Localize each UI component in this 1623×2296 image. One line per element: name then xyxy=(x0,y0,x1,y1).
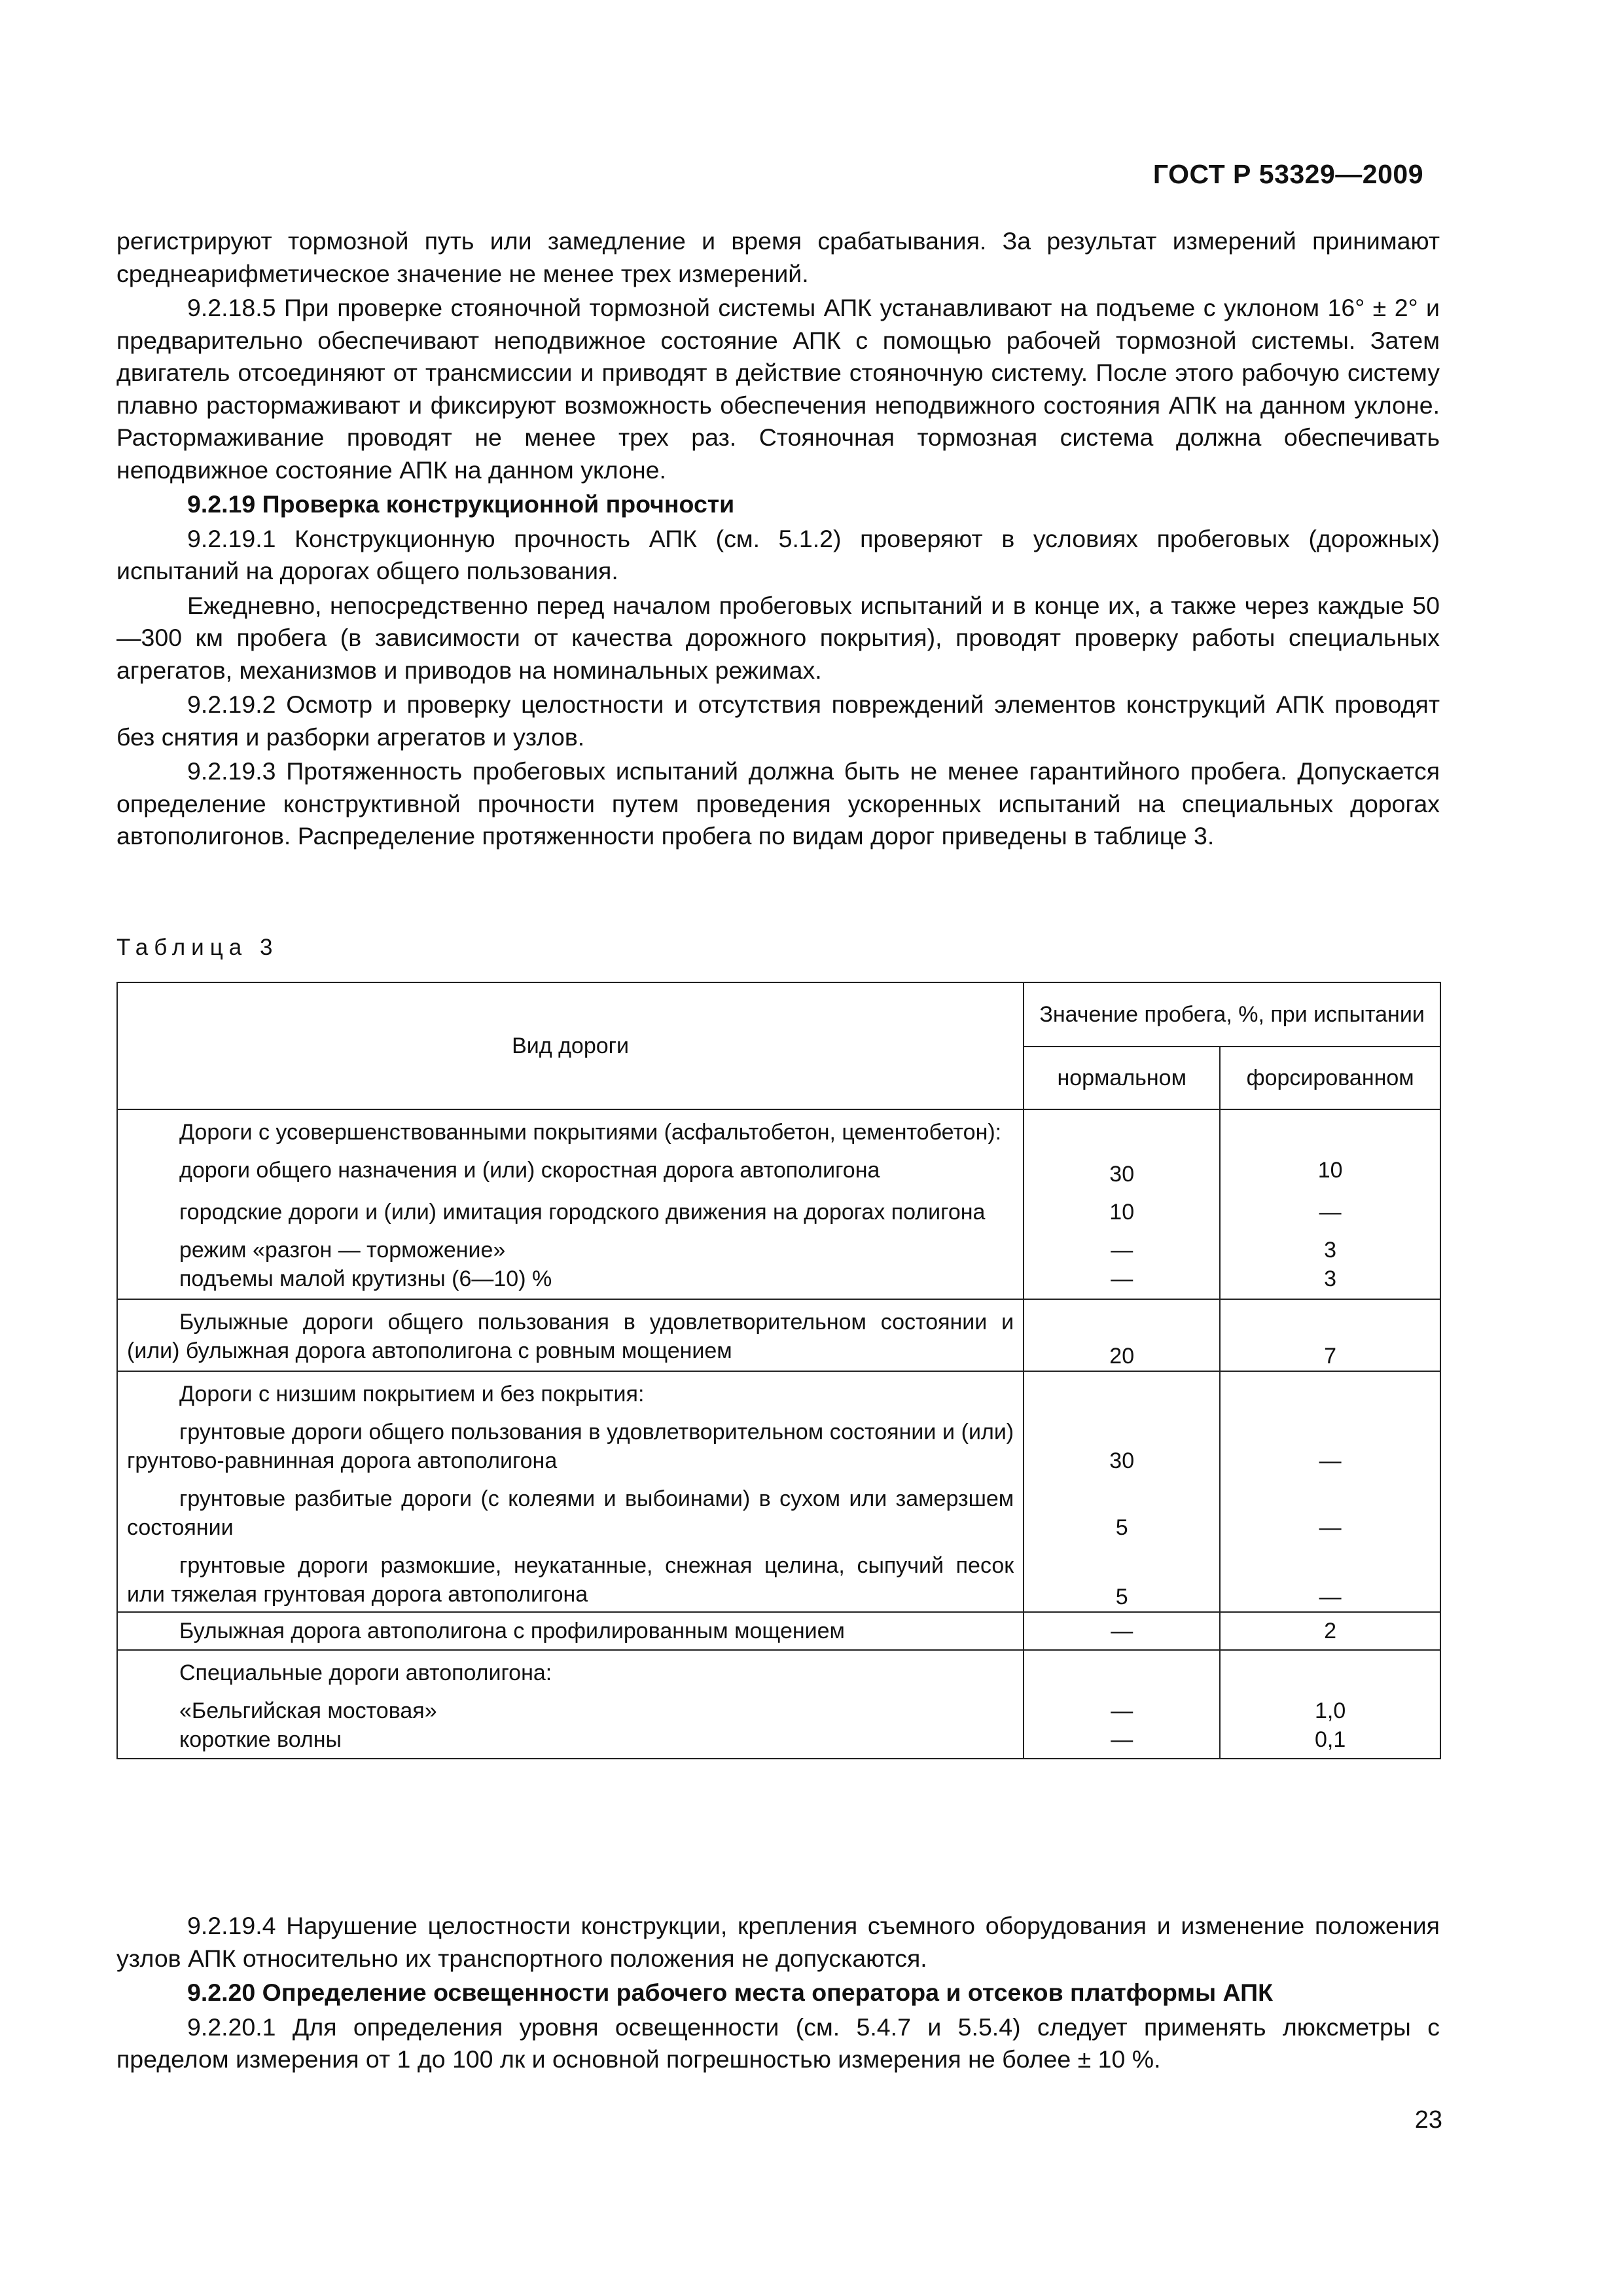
road-name: «Бельгийская мостовая» xyxy=(179,1698,437,1723)
paragraph: 9.2.19.2 Осмотр и проверку целостности и отсутствия повреждений элементов конструкций АПК проводят без снятия и разборки агрегатов и узлов. xyxy=(116,691,1440,751)
table-row xyxy=(117,1147,1440,1189)
header-mileage-group: Значение пробега, %, при испытании xyxy=(1024,982,1440,1047)
value-forced: — xyxy=(1220,1408,1440,1475)
body-text-top xyxy=(116,225,1440,855)
table-row xyxy=(117,1227,1440,1265)
paragraph: регистрируют тормозной путь или замедление и время срабатывания. За результат измерений принимают среднеарифметическое значение не менее трех измерений. xyxy=(116,227,1440,287)
table-row xyxy=(117,1475,1440,1542)
table-row xyxy=(117,1299,1440,1371)
value-forced: 3 xyxy=(1220,1227,1440,1265)
value-normal: 30 xyxy=(1024,1408,1220,1475)
value-normal: — xyxy=(1024,1227,1220,1265)
road-name: грунтовые дороги размокшие, неукатанные, снежная целина, сыпучий песок или тяжелая грунтовая дорога автополигона xyxy=(127,1553,1014,1607)
table-row xyxy=(117,1650,1440,1687)
value-normal: 10 xyxy=(1024,1189,1220,1227)
section-heading: 9.2.19 Проверка конструкционной прочности xyxy=(187,490,735,518)
table-row xyxy=(117,1265,1440,1299)
document-header: ГОСТ Р 53329—2009 xyxy=(1152,159,1423,189)
header-forced: форсированном xyxy=(1220,1047,1440,1109)
group-title: Дороги с усовершенствованными покрытиями (асфальтобетон, цементобетон): xyxy=(179,1120,1002,1145)
paragraph: 9.2.20.1 Для определения уровня освещенности (см. 5.4.7 и 5.5.4) следует применять люксметры с пределом измерения от 1 до 100 лк и основной погрешностью измерения не более ± 10 %. xyxy=(116,2013,1440,2073)
page-number: 23 xyxy=(1414,2106,1442,2134)
paragraph: Ежедневно, непосредственно перед началом пробеговых испытаний и в конце их, а также через каждые 50—300 км пробега (в зависимости от качества дорожного покрытия), проводят проверку работы специальных агрегатов, механизмов и приводов на номинальных режимах. xyxy=(116,591,1440,684)
road-name: подъемы малой крутизны (6—10) % xyxy=(179,1266,552,1291)
table-caption: Таблица 3 xyxy=(116,935,279,960)
value-forced: — xyxy=(1220,1189,1440,1227)
value-forced: 7 xyxy=(1220,1299,1440,1371)
road-name: грунтовые разбитые дороги (с колеями и выбоинами) в сухом или замерзшем состоянии xyxy=(127,1486,1014,1540)
road-name: Булыжная дорога автополигона с профилированным мощением xyxy=(179,1619,845,1643)
group-title: Дороги с низшим покрытием и без покрытия: xyxy=(179,1382,645,1407)
table-row xyxy=(117,1109,1440,1147)
table-row xyxy=(117,1542,1440,1612)
road-name: короткие волны xyxy=(179,1727,342,1752)
value-normal: 5 xyxy=(1024,1475,1220,1542)
value-forced: — xyxy=(1220,1542,1440,1612)
road-name: городские дороги и (или) имитация городского движения на дорогах полигона xyxy=(179,1200,986,1225)
group-title: Специальные дороги автополигона: xyxy=(179,1660,552,1685)
road-mileage-table xyxy=(116,982,1441,1759)
value-normal: — xyxy=(1024,1687,1220,1725)
road-name: режим «разгон — торможение» xyxy=(179,1238,506,1263)
table-row xyxy=(117,1371,1440,1408)
paragraph: 9.2.19.1 Конструкционную прочность АПК (см. 5.1.2) проверяют в условиях пробеговых (дорожных) испытаний на дорогах общего пользования. xyxy=(116,524,1440,584)
table-row xyxy=(117,1408,1440,1475)
value-forced: 0,1 xyxy=(1220,1725,1440,1759)
section-heading: 9.2.20 Определение освещенности рабочего места оператора и отсеков платформы АПК xyxy=(187,1979,1273,2006)
value-normal: 30 xyxy=(1024,1147,1220,1189)
value-forced: — xyxy=(1220,1475,1440,1542)
paragraph: 9.2.18.5 При проверке стояночной тормозной системы АПК устанавливают на подъеме с уклоном 16° ± 2° и предварительно обеспечивают неподвижное состояние АПК с помощью рабочей тормозной системы. Затем двигатель отсоединяют от трансмиссии и приводят в действие стояночную систему. После этого рабочую систему плавно растормаживают и фиксируют возможность обеспечения неподвижного состояния АПК на данном уклоне. Растормаживание проводят не менее трех раз. Стояночная тормозная система должна обеспечивать неподвижное состояние АПК на данном уклоне. xyxy=(116,294,1440,484)
value-normal: — xyxy=(1024,1612,1220,1650)
value-normal: 20 xyxy=(1024,1299,1220,1371)
value-forced: 2 xyxy=(1220,1612,1440,1650)
value-normal: — xyxy=(1024,1725,1220,1759)
table-row xyxy=(117,1612,1440,1650)
body-text-bottom xyxy=(116,1910,1440,2078)
road-name: грунтовые дороги общего пользования в удовлетворительном состоянии и (или) грунтово-равнинная дорога автополигона xyxy=(127,1420,1014,1473)
value-forced: 1,0 xyxy=(1220,1687,1440,1725)
table-row xyxy=(117,1189,1440,1227)
value-normal: — xyxy=(1024,1265,1220,1299)
paragraph: 9.2.19.3 Протяженность пробеговых испытаний должна быть не менее гарантийного пробега. Допускается определение конструктивной прочности путем проведения ускоренных испытаний на специальных дорогах автополигонов. Распределение протяженности пробега по видам дорог приведены в таблице 3. xyxy=(116,757,1440,850)
road-name: дороги общего назначения и (или) скоростная дорога автополигона xyxy=(179,1158,880,1183)
header-normal: нормальном xyxy=(1024,1047,1220,1109)
table-row xyxy=(117,1687,1440,1725)
table-row xyxy=(117,1725,1440,1759)
header-road-type: Вид дороги xyxy=(117,982,1024,1109)
value-normal: 5 xyxy=(1024,1542,1220,1612)
value-forced: 3 xyxy=(1220,1265,1440,1299)
road-name: Булыжные дороги общего пользования в удовлетворительном состоянии и (или) булыжная дорога автополигона с ровным мощением xyxy=(127,1310,1014,1363)
paragraph: 9.2.19.4 Нарушение целостности конструкции, крепления съемного оборудования и изменение положения узлов АПК относительно их транспортного положения не допускаются. xyxy=(116,1912,1440,1972)
value-forced: 10 xyxy=(1220,1147,1440,1189)
